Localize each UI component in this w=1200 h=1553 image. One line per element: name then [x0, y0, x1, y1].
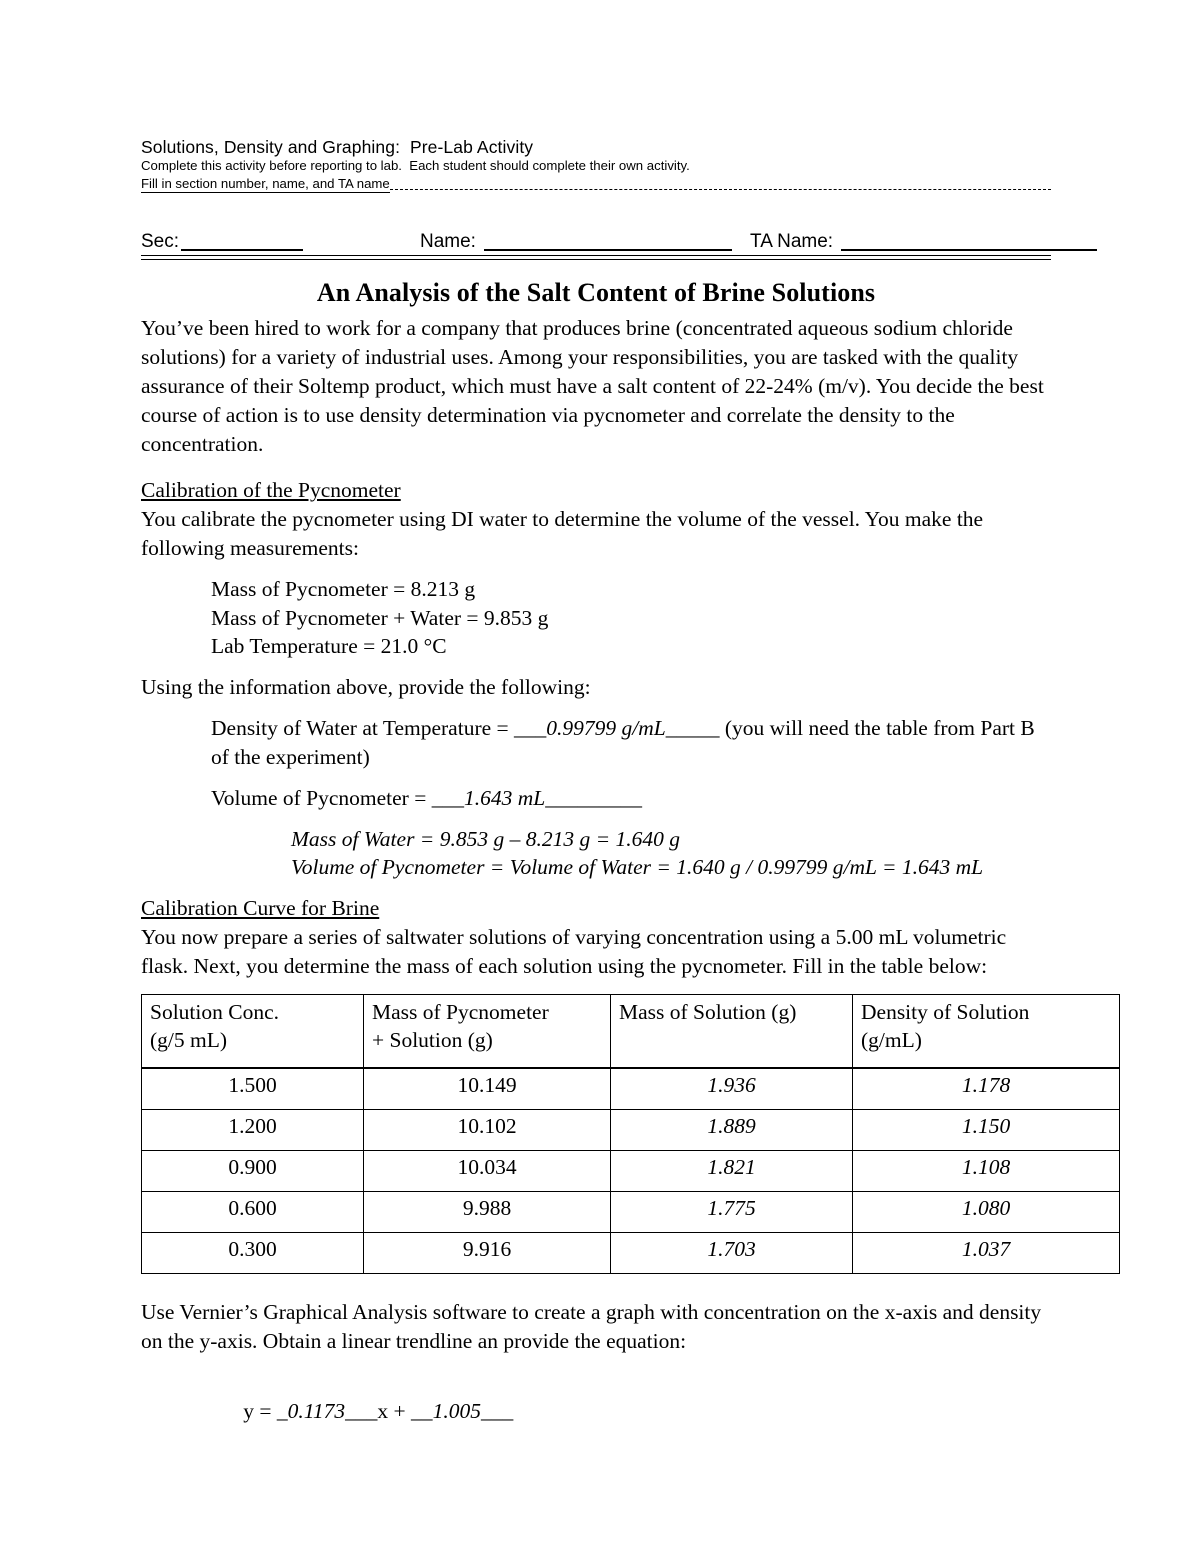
header-divider: [141, 255, 1051, 260]
measurement-item: Mass of Pycnometer = 8.213 g: [211, 577, 476, 602]
volume-of-pycnometer-value[interactable]: 1.643 mL: [463, 785, 546, 810]
calibration-intro: You calibrate the pycnometer using DI water to determine the volume of the vessel. You make the following measurements:: [141, 507, 984, 561]
equation-intercept-value[interactable]: 1.005: [432, 1399, 481, 1424]
worksheet-subtitle: Complete this activity before reporting to lab. Each student should complete their own activity.: [141, 158, 690, 174]
section-field[interactable]: [141, 232, 303, 251]
table-row: [142, 1068, 1120, 1110]
calibration-section: [141, 476, 1051, 881]
column-header-line: Density of Solution: [861, 1000, 1030, 1025]
column-header-mass-of-solution: [611, 995, 853, 1069]
graphing-instruction: Use Vernier’s Graphical Analysis software to create a graph with concentration on the x-axis and density on the y-axis. Obtain a linear trendline an provide the equation:: [141, 1300, 1042, 1354]
name-label: Name:: [420, 231, 476, 253]
measurement-item: Lab Temperature = 21.0 °C: [211, 634, 447, 659]
section-label: Sec:: [141, 231, 180, 253]
cell-solution-conc: 1.200: [142, 1110, 364, 1151]
cell-mass-pycnometer-solution: 9.916: [364, 1233, 611, 1274]
column-header-density-of-solution: [853, 995, 1120, 1069]
cell-mass-pycnometer-solution: 10.102: [364, 1110, 611, 1151]
calculation-work: [141, 825, 1051, 882]
fill-instruction-text: Fill in section number, name, and TA name: [141, 175, 390, 193]
cell-solution-conc: 0.300: [142, 1233, 364, 1274]
measurement-item: Mass of Pycnometer + Water = 9.853 g: [211, 605, 549, 630]
cell-solution-conc: 0.600: [142, 1192, 364, 1233]
density-of-water-value[interactable]: 0.99799 g/mL: [546, 715, 666, 740]
cell-density-of-solution[interactable]: 1.150: [853, 1110, 1120, 1151]
cell-mass-of-solution[interactable]: 1.821: [611, 1151, 853, 1192]
name-field[interactable]: [420, 232, 732, 251]
page-title: An Analysis of the Salt Content of Brine Solutions: [316, 277, 876, 307]
table-row: [142, 1233, 1120, 1274]
identification-row: [141, 209, 1051, 251]
calibration-prompt: Using the information above, provide the following:: [141, 674, 591, 699]
calibration-curve-section: [141, 894, 1051, 981]
column-header-line: (g/mL): [861, 1027, 922, 1052]
column-header-mass-pycnometer-solution: [364, 995, 611, 1069]
density-of-water-trailing: _____ (you will need the table from Part B of the experiment): [211, 715, 1035, 769]
header-block: [141, 137, 1051, 193]
calibration-curve-heading: Calibration Curve for Brine: [141, 895, 380, 920]
ta-name-input-line[interactable]: [841, 236, 1097, 251]
volume-of-pycnometer-answer-row[interactable]: [141, 784, 1051, 813]
calibration-heading: Calibration of the Pycnometer: [141, 478, 401, 503]
column-header-line: Mass of Pycnometer: [372, 1000, 549, 1025]
brine-data-table: [141, 994, 1120, 1274]
cell-solution-conc: 1.500: [142, 1068, 364, 1110]
column-header-line: (g/5 mL): [150, 1027, 228, 1052]
ta-name-field[interactable]: [750, 232, 1097, 251]
page-content: [141, 137, 1051, 1455]
volume-of-pycnometer-label: Volume of Pycnometer = ___: [211, 785, 464, 810]
table-header-row: [142, 995, 1120, 1069]
equation-suffix: ___: [480, 1399, 514, 1424]
cell-solution-conc: 0.900: [142, 1151, 364, 1192]
fill-instruction-dashed-rule: [390, 189, 1051, 190]
section-input-line[interactable]: [181, 236, 303, 251]
cell-density-of-solution[interactable]: 1.178: [853, 1068, 1120, 1110]
cell-mass-of-solution[interactable]: 1.703: [611, 1233, 853, 1274]
calculation-line: Volume of Pycnometer = Volume of Water = 1.640 g / 0.99799 g/mL = 1.643 mL: [291, 855, 984, 880]
trendline-equation-row[interactable]: [141, 1368, 1051, 1455]
table-row: [142, 1151, 1120, 1192]
equation-slope-value[interactable]: 0.1173: [287, 1399, 346, 1424]
column-header-solution-conc: [142, 995, 364, 1069]
measurement-list: [141, 575, 1051, 661]
equation-prefix: y = _: [243, 1399, 288, 1424]
fill-instruction-row: [141, 175, 1051, 193]
column-header-line: Solution Conc.: [150, 1000, 280, 1025]
cell-mass-pycnometer-solution: 10.034: [364, 1151, 611, 1192]
worksheet-title: Solutions, Density and Graphing: Pre-Lab Activity: [141, 137, 534, 157]
cell-mass-of-solution[interactable]: 1.936: [611, 1068, 853, 1110]
ta-name-label: TA Name:: [750, 231, 834, 253]
equation-middle: ___x + __: [345, 1399, 433, 1424]
volume-of-pycnometer-trailing: _________: [545, 785, 642, 810]
column-header-line: Mass of Solution (g): [619, 1000, 797, 1025]
intro-paragraph: You’ve been hired to work for a company that produces brine (concentrated aqueous sodium chloride solutions) for a variety of industrial uses. Among your responsibilities, you are tasked with the quality assurance of their Soltemp product, which must have a salt content of 22-24% (m/v). You decide the best course of action is to use density determination via pycnometer and correlate the density to the concentration.: [141, 315, 1044, 456]
calibration-curve-intro: You now prepare a series of saltwater solutions of varying concentration using a 5.00 mL volumetric flask. Next, you determine the mass of each solution using the pycnometer. Fill in the table below:: [141, 924, 1007, 978]
density-of-water-answer-row[interactable]: [141, 714, 1051, 772]
cell-mass-pycnometer-solution: 9.988: [364, 1192, 611, 1233]
table-row: [142, 1192, 1120, 1233]
cell-mass-of-solution[interactable]: 1.775: [611, 1192, 853, 1233]
cell-density-of-solution[interactable]: 1.037: [853, 1233, 1120, 1274]
cell-mass-of-solution[interactable]: 1.889: [611, 1110, 853, 1151]
name-input-line[interactable]: [484, 236, 732, 251]
table-row: [142, 1110, 1120, 1151]
cell-density-of-solution[interactable]: 1.108: [853, 1151, 1120, 1192]
cell-mass-pycnometer-solution: 10.149: [364, 1068, 611, 1110]
column-header-line: + Solution (g): [372, 1027, 493, 1052]
density-of-water-label: Density of Water at Temperature = ___: [211, 715, 547, 740]
calculation-line: Mass of Water = 9.853 g – 8.213 g = 1.640 g: [291, 826, 680, 851]
cell-density-of-solution[interactable]: 1.080: [853, 1192, 1120, 1233]
